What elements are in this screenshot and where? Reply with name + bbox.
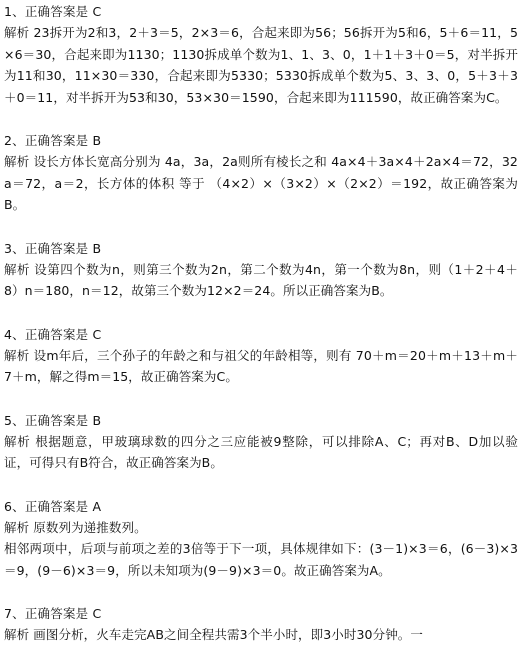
analysis-paragraph: 解析 设长方体长宽高分别为 4a，3a，2a则所有棱长之和 4a×4＋3a×4＋2a×4＝72，32a＝72，a＝2，长方体的体积 等于 （4×2）×（3×2）×（2×2）＝192，故正确答案为B。 xyxy=(4,154,518,212)
answer-heading: 4、正确答案是 C xyxy=(4,326,102,342)
analysis-text xyxy=(4,151,518,216)
analysis-paragraph: 相邻两项中，后项与前项之差的3倍等于下一项，具体规律如下：(3－1)×3＝6，(6－3)×3＝9，(9－6)×3＝9，所以未知项为(9－9)×3＝0。故正确答案为A。 xyxy=(4,541,518,578)
answer-heading: 6、正确答案是 A xyxy=(4,498,102,514)
answer-heading: 2、正确答案是 B xyxy=(4,133,102,148)
analysis-text xyxy=(4,22,518,108)
answer-heading: 3、正确答案是 B xyxy=(4,240,102,256)
analysis-paragraph: 解析 原数列为递推数列。 xyxy=(4,519,147,535)
analysis-paragraph: 解析 根据题意，甲玻璃球数的四分之三应能被9整除，可以排除A、C；再对B、D加以验证，可得只有B符合，故正确答案为B。 xyxy=(4,433,518,470)
answer-item-6 xyxy=(4,497,518,582)
answer-heading: 7、正确答案是 C xyxy=(4,606,102,621)
answer-heading: 5、正确答案是 B xyxy=(4,412,102,428)
analysis-text xyxy=(4,431,518,474)
answer-item-4 xyxy=(4,325,518,388)
answer-item-5 xyxy=(4,411,518,474)
analysis-paragraph: 解析 设m年后，三个孙子的年龄之和与祖父的年龄相等，则有 70＋m＝20＋m＋13＋m＋7＋m，解之得m＝15，故正确答案为C。 xyxy=(4,347,518,384)
answer-item-1 xyxy=(4,2,518,108)
analysis-paragraph: 解析 画图分析，火车走完AB之间全程共需3个半小时，即3小时30分钟。一 xyxy=(4,627,424,642)
answer-item-2 xyxy=(4,131,518,216)
answer-item-3 xyxy=(4,239,518,302)
analysis-paragraph: 解析 23拆开为2和3，2＋3＝5，2×3＝6，合起来即为56；56拆开为5和6，5＋6＝11，5×6＝30，合起来即为1130；1130拆成单个数为1、1、3、0，1＋1＋3＋0＝5，对半拆开为11和30，11×30＝330，合起来即为5330；5330拆成单个数为5、3、3、0，5＋3＋3＋0＝11，对半拆开为53和30，53×30＝1590，合起来即为111590，故正确答案为C。 xyxy=(4,25,518,105)
answer-document xyxy=(4,2,518,669)
analysis-text xyxy=(4,517,518,582)
answer-heading: 1、正确答案是 C xyxy=(4,4,102,19)
analysis-text xyxy=(4,345,518,388)
analysis-text xyxy=(4,259,518,302)
analysis-text xyxy=(4,624,518,646)
analysis-paragraph: 解析 设第四个数为n，则第三个数为2n，第二个数为4n，第一个数为8n，则（1＋2＋4＋8）n＝180，n＝12，故第三个数为12×2＝24。所以正确答案为B。 xyxy=(4,261,518,298)
answer-item-7 xyxy=(4,604,518,646)
